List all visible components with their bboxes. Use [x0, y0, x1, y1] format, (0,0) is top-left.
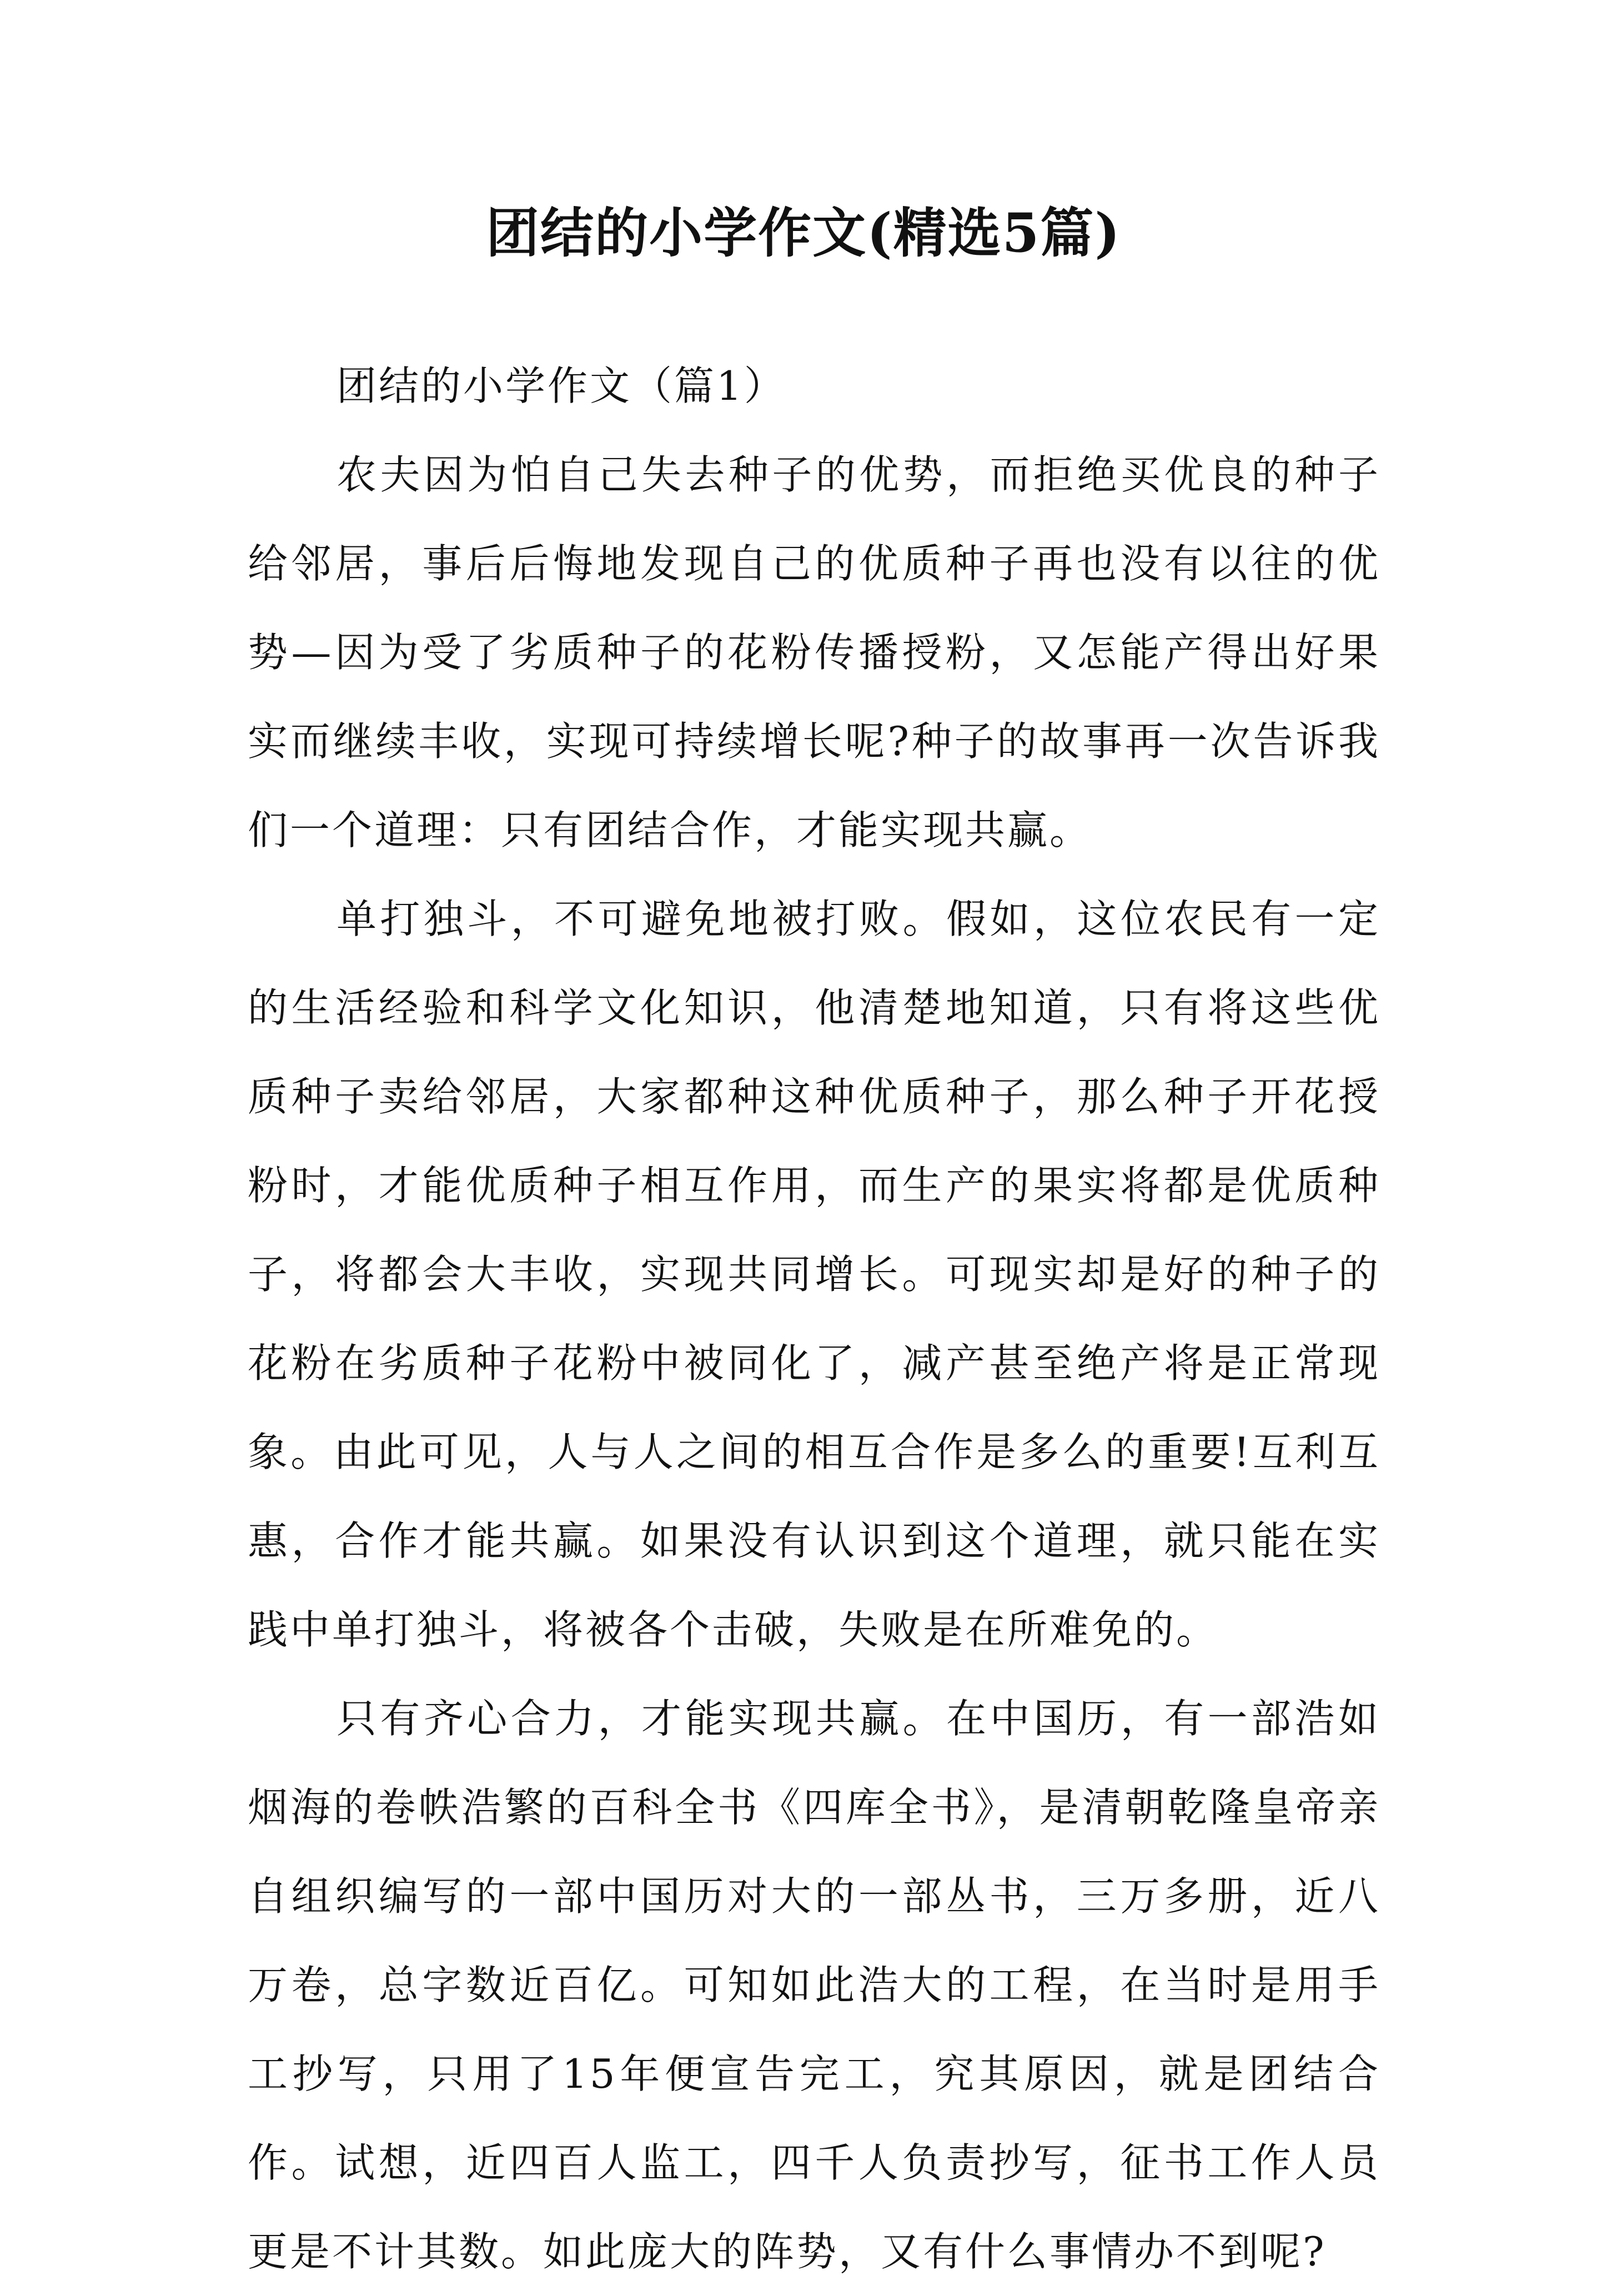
- section-heading: 团结的小学作文（篇1）: [337, 363, 786, 409]
- paragraph-1: 农夫因为怕自己失去种子的优势，而拒绝买优良的种子给邻居，事后后悔地发现自己的优质种子再也没有以往的优势—因为受了劣质种子的花粉传播授粉，又怎能产得出好果实而继续丰收，实现可持续增长呢?种子的故事再一次告诉我们一个道理：只有团结合作，才能实现共赢。: [248, 451, 1380, 853]
- paragraph-2: 单打独斗，不可避免地被打败。假如，这位农民有一定的生活经验和科学文化知识，他清楚地知道，只有将这些优质种子卖给邻居，大家都种这种优质种子，那么种子开花授粉时，才能优质种子相互作用，而生产的果实将都是优质种子，将都会大丰收，实现共同增长。可现实却是好的种子的花粉在劣质种子花粉中被同化了，减产甚至绝产将是正常现象。由此可见，人与人之间的相互合作是多么的重要!互利互惠，合作才能共赢。如果没有认识到这个道理，就只能在实践中单打独斗，将被各个击破，失败是在所难免的。: [248, 896, 1380, 1653]
- paragraph-3: 只有齐心合力，才能实现共赢。在中国历，有一部浩如烟海的卷帙浩繁的百科全书《四库全书》，是清朝乾隆皇帝亲自组织编写的一部中国历对大的一部丛书，三万多册，近八万卷，总字数近百亿。可知如此浩大的工程，在当时是用手工抄写，只用了15年便宣告完工，究其原因，就是团结合作。试想，近四百人监工，四千人负责抄写，征书工作人员更是不计其数。如此庞大的阵势，又有什么事情办不到呢?: [248, 1695, 1380, 2275]
- document-body: [248, 341, 1380, 2296]
- document-title: 团结的小学作文(精选5篇): [486, 202, 1121, 264]
